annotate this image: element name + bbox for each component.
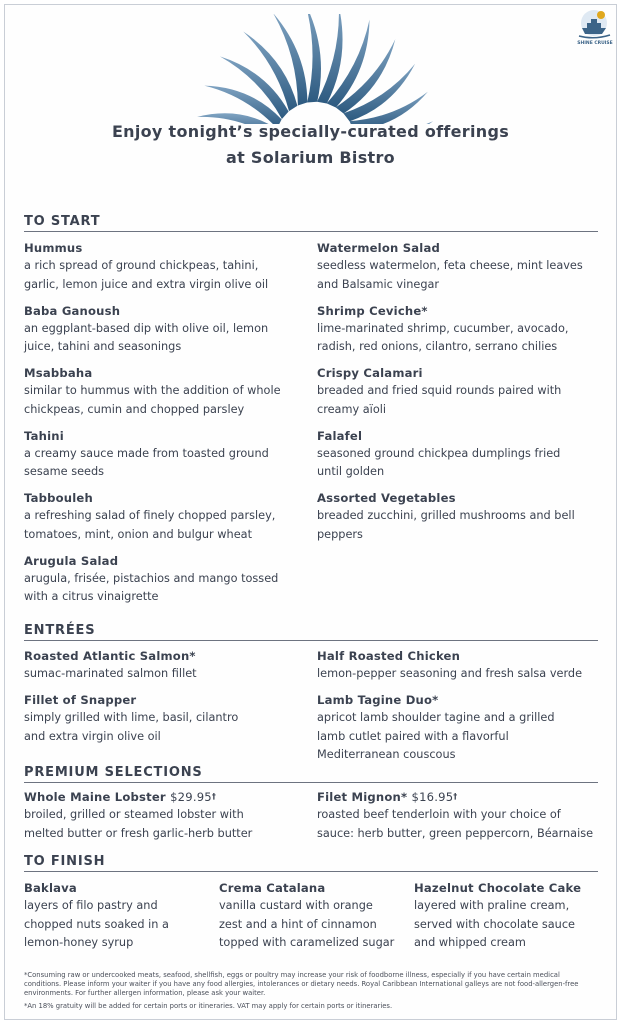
menu-item-desc: similar to hummus with the addition of whole: [24, 384, 281, 397]
menu-item: [414, 879, 604, 953]
menu-item-desc: Mediterranean couscous: [317, 748, 456, 761]
footnote-gratuity: *An 18% gratuity will be added for certain ports or itineraries. VAT may apply for certain ports or itineraries.: [24, 1002, 393, 1010]
menu-item-desc: topped with caramelized sugar: [219, 936, 395, 949]
menu-item: [24, 879, 214, 953]
menu-item: [24, 552, 314, 607]
menu-item-name: Assorted Vegetables: [317, 491, 456, 505]
menu-item-desc: and Balsamic vinegar: [317, 277, 440, 291]
menu-item-desc: with a citrus vinaigrette: [24, 590, 159, 603]
menu-item-desc: until golden: [317, 465, 385, 478]
menu-item: [24, 239, 314, 294]
menu-item-name: Arugula Salad: [24, 553, 119, 568]
menu-item: [24, 364, 314, 419]
menu-item-desc: broiled, grilled or steamed lobster with: [24, 808, 244, 821]
menu-item-price: $29.95: [170, 790, 212, 804]
section-title-to-finish: TO FINISH: [24, 854, 598, 872]
menu-item: [24, 489, 314, 544]
menu-item-price: $16.95: [411, 790, 454, 804]
menu-item-desc: tomatoes, mint, onion and bulgur wheat: [24, 527, 252, 541]
brand-logo-text: SHINE CRUISE: [577, 41, 613, 46]
menu-item-name: Hazelnut Chocolate Cake: [414, 881, 582, 895]
sunburst-ray: [305, 14, 321, 102]
menu-item-name: Filet Mignon*: [317, 790, 408, 804]
menu-item-desc: a rich spread of ground chickpeas, tahini,: [24, 259, 259, 272]
menu-item-desc: lemon-honey syrup: [24, 936, 134, 949]
menu-item-name: Crispy Calamari: [317, 366, 423, 380]
menu-item-desc: chopped nuts soaked in a: [24, 917, 169, 931]
menu-item-desc: chickpeas, cumin and chopped parsley: [24, 402, 245, 416]
menu-item-name: Roasted Atlantic Salmon*: [24, 649, 196, 663]
headline-line-1: Enjoy tonight’s specially-curated offerings: [111, 122, 510, 141]
menu-item-desc: lemon-pepper seasoning and fresh salsa verde: [317, 667, 583, 680]
menu-item-name: Watermelon Salad: [317, 241, 440, 255]
menu-item-name: Falafel: [317, 428, 363, 443]
menu-item: [24, 427, 314, 482]
menu-item-desc: lime-marinated shrimp, cucumber, avocado,: [317, 321, 569, 335]
menu-item-desc: lamb cutlet paired with a flavorful: [317, 729, 509, 743]
menu-item-name: Shrimp Ceviche*: [317, 303, 428, 318]
menu-item: [317, 489, 607, 544]
menu-item-desc: layered with praline cream,: [414, 899, 570, 912]
section-title-entrees: ENTRÉES: [24, 623, 598, 641]
menu-item-name: Lamb Tagine Duo*: [317, 693, 439, 707]
menu-item: [219, 879, 409, 953]
brand-logo: [574, 6, 616, 48]
menu-item-name: Msabbaha: [24, 366, 93, 380]
menu-item-desc: roasted beef tenderloin with your choice of: [317, 808, 561, 821]
menu-item: [317, 647, 607, 684]
headline-line-2: at Solarium Bistro: [226, 148, 395, 167]
menu-item: [317, 427, 607, 482]
menu-item-desc: zest and a hint of cinnamon: [219, 917, 377, 931]
price-mark: †: [453, 792, 458, 801]
footnote-line: conditions. Please inform your waiter if you have any food allergies, intolerances or dietary needs. Royal Caribbean International galleys are not food-allergen-free: [24, 980, 579, 988]
menu-item-desc: sesame seeds: [24, 465, 105, 478]
menu-item-desc: seasoned ground chickpea dumplings fried: [317, 446, 561, 460]
price-mark: †: [211, 792, 217, 801]
menu-item-filet-mignon: [317, 788, 607, 843]
menu-item-name: Whole Maine Lobster: [24, 790, 166, 804]
menu-item-desc: a refreshing salad of finely chopped parsley,: [24, 509, 276, 522]
menu-item: [24, 302, 314, 357]
menu-item: [24, 691, 314, 746]
menu-item-desc: layers of filo pastry and: [24, 899, 158, 912]
menu-item-desc: arugula, frisée, pistachios and mango tossed: [24, 571, 279, 585]
menu-item-name: Baklava: [24, 881, 77, 895]
menu-item-desc: served with chocolate sauce: [414, 917, 576, 931]
menu-item-desc: a creamy sauce made from toasted ground: [24, 446, 269, 460]
menu-item-desc: apricot lamb shoulder tagine and a grilled: [317, 711, 555, 724]
menu-item-desc: breaded zucchini, grilled mushrooms and bell: [317, 509, 575, 522]
menu-item: [317, 364, 607, 419]
menu-item-desc: sumac-marinated salmon fillet: [24, 667, 197, 680]
menu-item-desc: juice, tahini and seasonings: [24, 340, 182, 353]
menu-item-desc: vanilla custard with orange: [219, 899, 373, 912]
menu-item-desc: and whipped cream: [414, 936, 526, 949]
menu-item: [317, 302, 607, 357]
menu-item-desc: and extra virgin olive oil: [24, 729, 161, 743]
footnote-line: *Consuming raw or undercooked meats, seafood, shellfish, eggs or poultry may increase your risk of foodborne illness, especially if you have certain medical: [24, 971, 560, 979]
menu-item-name: Baba Ganoush: [24, 303, 121, 318]
menu-item-name: Half Roasted Chicken: [317, 649, 461, 663]
menu-item-desc: breaded and fried squid rounds paired with: [317, 384, 562, 397]
menu-item-lobster: [24, 788, 309, 843]
menu-item-desc: radish, red onions, cilantro, serrano chilies: [317, 340, 558, 353]
menu-item-name: Hummus: [24, 241, 83, 255]
menu-item-desc: peppers: [317, 527, 363, 541]
menu-item-desc: simply grilled with lime, basil, cilantro: [24, 711, 239, 724]
menu-item-desc: creamy aïoli: [317, 402, 387, 416]
menu-item-name: Tahini: [24, 428, 64, 443]
menu-item: [317, 239, 607, 294]
menu-item: [317, 691, 607, 765]
menu-item-name: Fillet of Snapper: [24, 693, 137, 707]
menu-item-desc: seedless watermelon, feta cheese, mint leaves: [317, 259, 583, 272]
menu-item-desc: melted butter or fresh garlic-herb butter: [24, 826, 253, 840]
menu-item-desc: sauce: herb butter, green peppercorn, Béarnaise: [317, 826, 594, 840]
menu-item: [24, 647, 314, 684]
menu-item-name: Crema Catalana: [219, 881, 326, 895]
section-title-to-start: TO START: [24, 214, 598, 232]
menu-item-desc: garlic, lemon juice and extra virgin olive oil: [24, 277, 269, 291]
section-title-premium: PREMIUM SELECTIONS: [24, 765, 598, 783]
sunburst-decoration: [185, 14, 445, 124]
menu-item-name: Tabbouleh: [24, 491, 93, 505]
menu-item-desc: an eggplant-based dip with olive oil, lemon: [24, 321, 269, 335]
footnote-line: environments. For further allergen information, please ask your waiter.: [24, 989, 266, 997]
footnote-consuming: [24, 971, 599, 998]
